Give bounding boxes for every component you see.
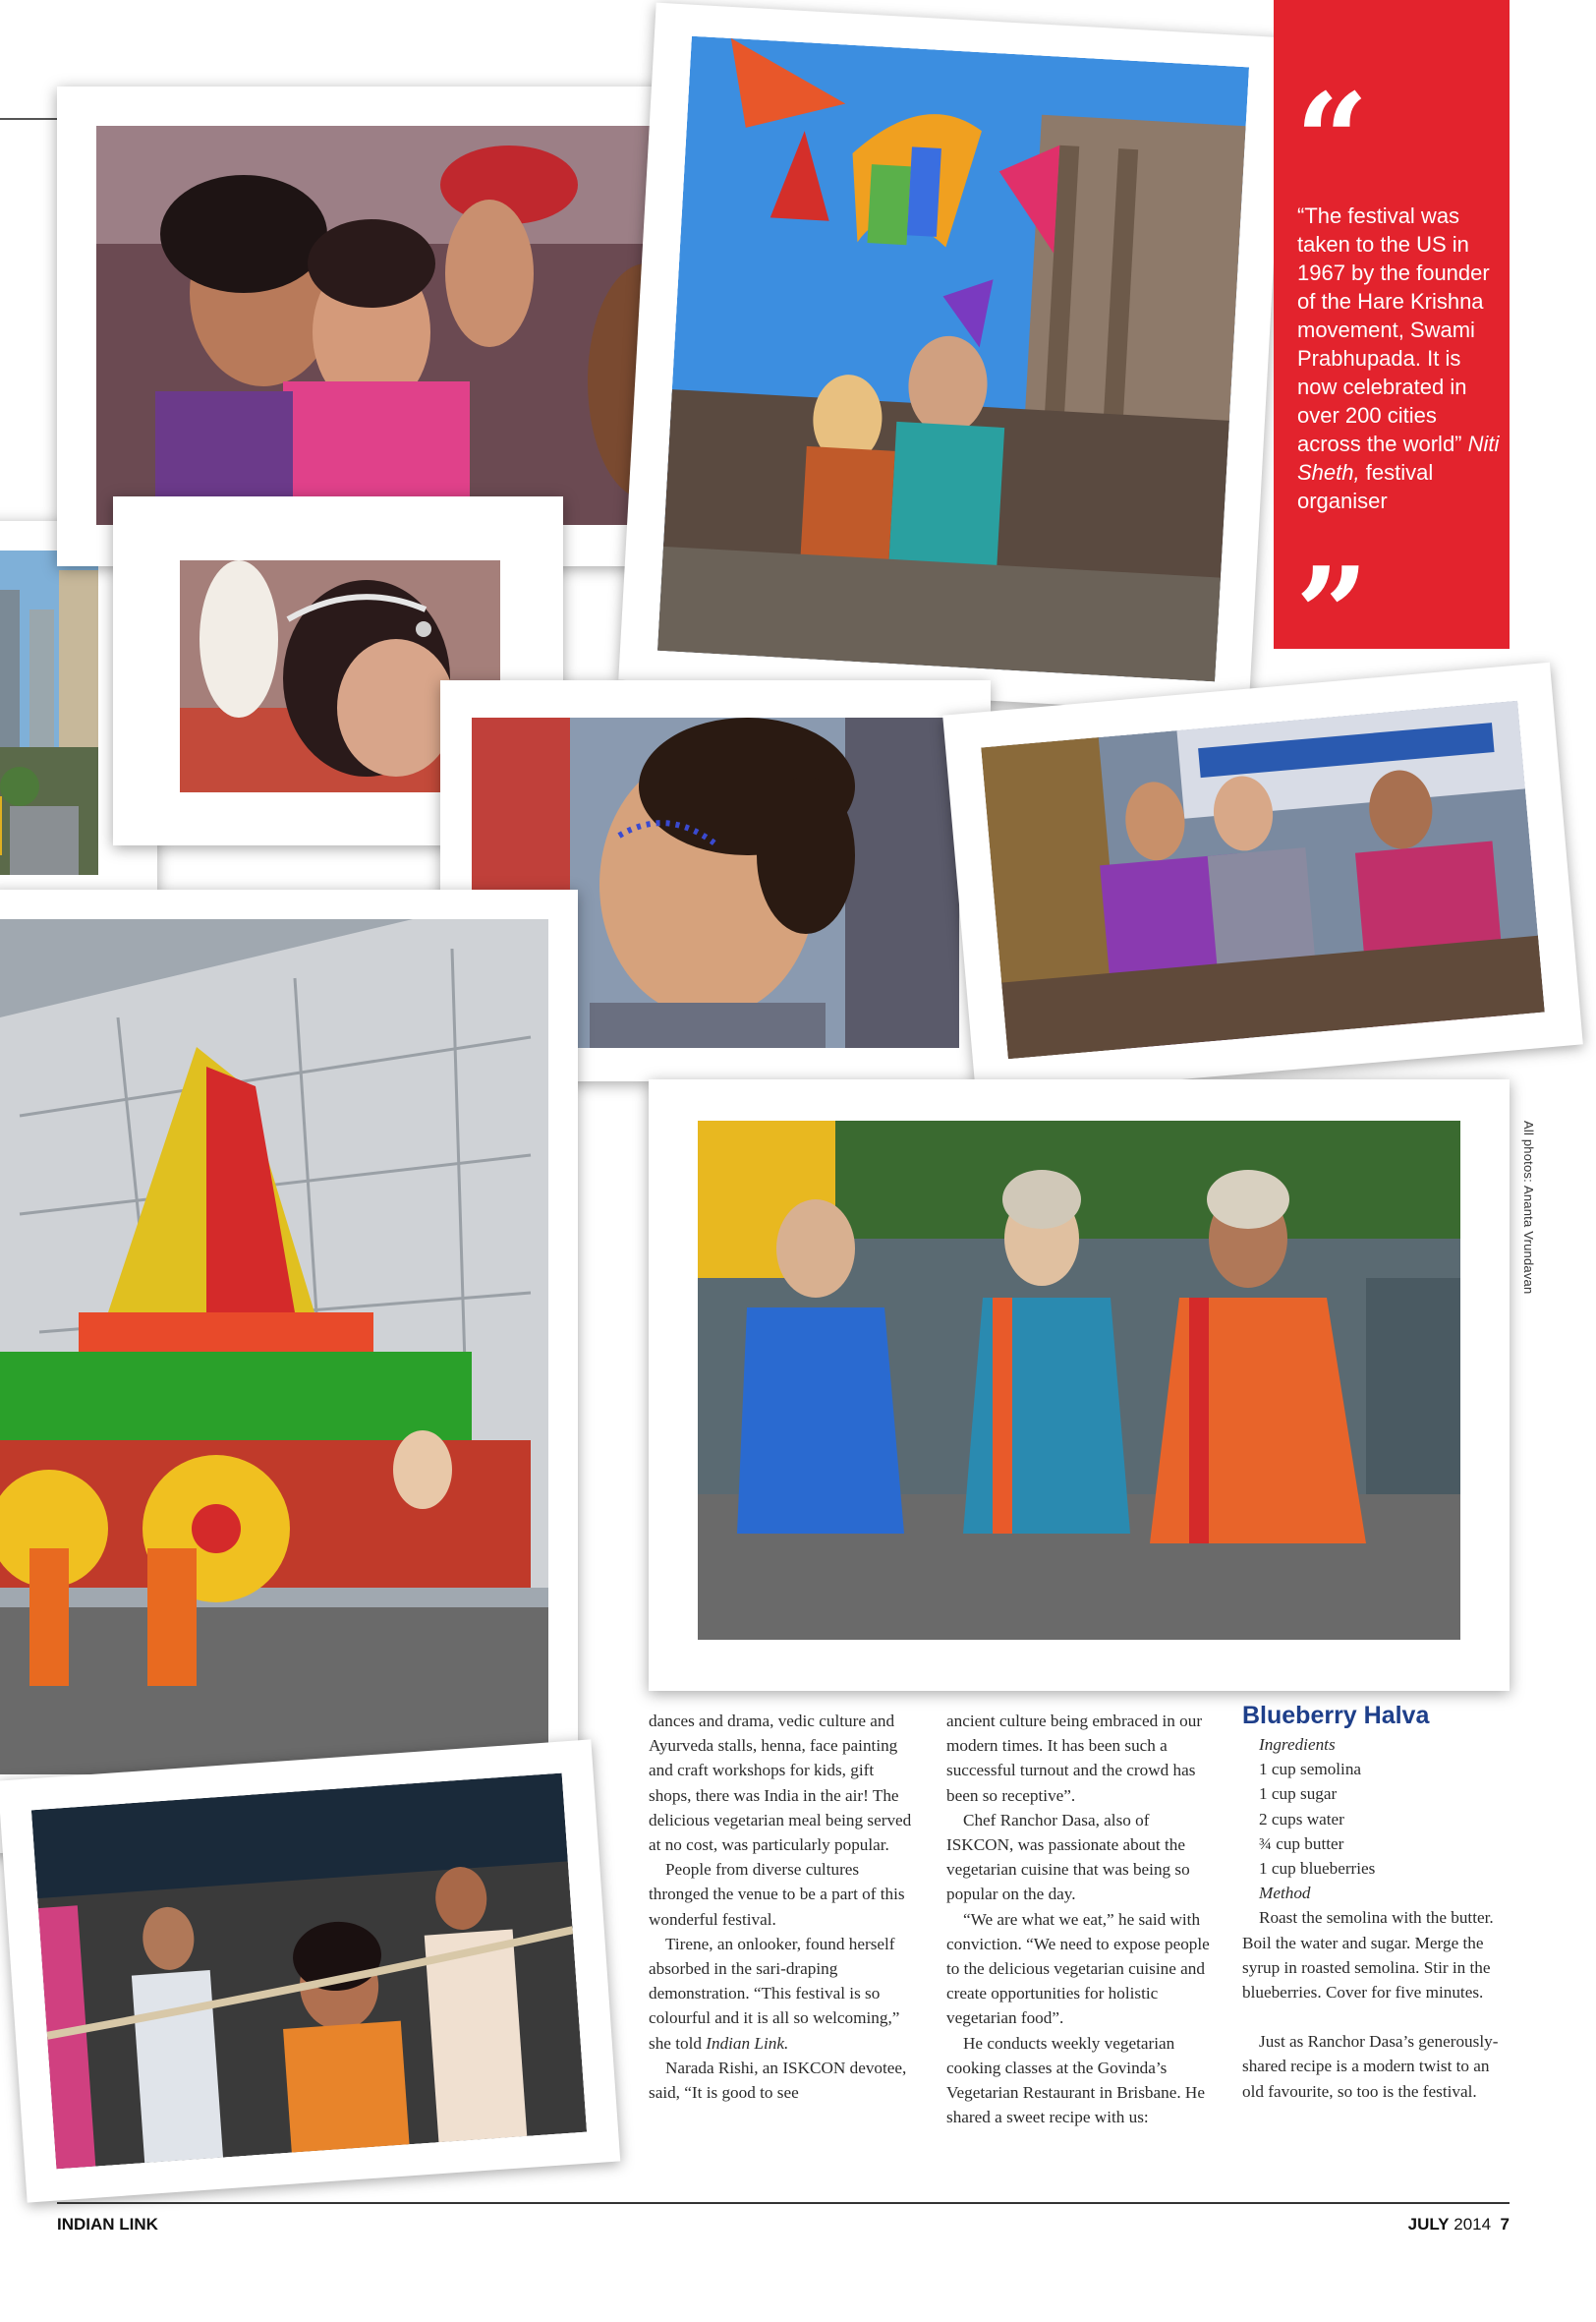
close-quote-icon: ” xyxy=(1295,539,1369,689)
paragraph: ancient culture being embraced in our modern times. It has been such a successful turnout and the crowd has been so receptive”. xyxy=(946,1712,1203,1805)
ingredients-label: Ingredients xyxy=(1259,1735,1336,1754)
pull-quote-text xyxy=(1297,202,1504,515)
photo-frame-chariot xyxy=(0,890,578,1853)
photo-frame-crowd xyxy=(0,1739,620,2202)
photo-frame-dancers-seated xyxy=(649,1079,1510,1691)
photo-frame-sari xyxy=(942,663,1583,1098)
paragraph: Chef Ranchor Dasa, also of ISKCON, was passionate about the vegetarian cuisine that was being so popular on the day. xyxy=(946,1810,1190,1904)
footer-rule xyxy=(57,2202,1510,2204)
photo-credit: All photos: Ananta Vrundavan xyxy=(1521,1121,1536,1295)
photo-frame-procession xyxy=(618,3,1286,716)
photo-mother-child xyxy=(96,126,668,525)
paragraph: Narada Rishi, an ISKCON devotee, said, “It is good to see xyxy=(649,2058,907,2103)
article-column-1 xyxy=(649,1709,916,2105)
photo-flag-procession xyxy=(657,36,1249,682)
open-quote-icon: “ xyxy=(1295,65,1369,215)
issue-year: 2014 xyxy=(1454,2215,1492,2234)
photo-crowd-rope xyxy=(31,1773,587,2170)
ingredient-item: 1 cup sugar xyxy=(1259,1784,1338,1804)
ingredient-item: 2 cups water xyxy=(1259,1809,1344,1829)
recipe-title: Blueberry Halva xyxy=(1242,1702,1430,1729)
paragraph: He conducts weekly vegetarian cooking classes at the Govinda’s Vegetarian Restaurant in Brisbane. He shared a sweet recipe with us: xyxy=(946,2033,1205,2127)
paragraph: “We are what we eat,” he said with conviction. “We need to expose people to the delicious vegetarian cuisine and create opportunities for holistic vegetarian food”. xyxy=(946,1909,1210,2028)
publication-name: Indian Link. xyxy=(706,2033,789,2053)
paragraph: People from diverse cultures thronged the venue to be a part of this wonderful festival. xyxy=(649,1860,905,1929)
quote-role: festival organiser xyxy=(1297,460,1434,513)
page-folio xyxy=(1408,2215,1510,2235)
pull-quote xyxy=(1274,0,1510,689)
quote-body: “The festival was taken to the US in 1967 by the founder of the Hare Krishna movement, Swami Prabhupada. It is now celebrated in over 200 cities across the world” xyxy=(1297,203,1490,456)
method-label: Method xyxy=(1259,1884,1311,1903)
paragraph xyxy=(649,1932,916,2056)
article-column-2 xyxy=(946,1709,1214,2129)
photo-city-street xyxy=(0,551,98,875)
ingredient-item: 1 cup blueberries xyxy=(1259,1859,1376,1879)
photo-sari-women xyxy=(981,701,1545,1060)
paragraph: dances and drama, vedic culture and Ayurveda stalls, henna, face painting and craft workshops for kids, gift shops, there was India in the air! The delicious vegetarian meal being served at no cost, was particularly popular. xyxy=(649,1712,912,1855)
method-text: Roast the semolina with the butter. Boil the water and sugar. Merge the syrup in roasted semolina. Stir in the blueberries. Cover for five minutes. xyxy=(1242,1908,1494,2003)
ingredient-item: 1 cup semolina xyxy=(1259,1760,1362,1779)
closing-paragraph: Just as Ranchor Dasa’s generously-shared recipe is a modern twist to an old favourite, so too is the festival. xyxy=(1242,2032,1499,2101)
publication-name-footer: INDIAN LINK xyxy=(57,2215,158,2234)
issue-month: JULY xyxy=(1407,2215,1450,2234)
page-number: 7 xyxy=(1500,2215,1510,2234)
ingredient-item: ¾ cup butter xyxy=(1259,1833,1344,1853)
paragraph-text: Tirene, an onlooker, found herself absorbed in the sari-draping demonstration. “This festival is so colourful and it is all so welcoming,” she told xyxy=(649,1934,900,2053)
quote-speaker: Niti Sheth, xyxy=(1297,432,1500,485)
recipe-box xyxy=(1242,1701,1511,2104)
photo-chariot xyxy=(0,919,548,1774)
photo-frame-mother-child xyxy=(57,87,668,566)
photo-dancers-seated xyxy=(698,1121,1460,1640)
